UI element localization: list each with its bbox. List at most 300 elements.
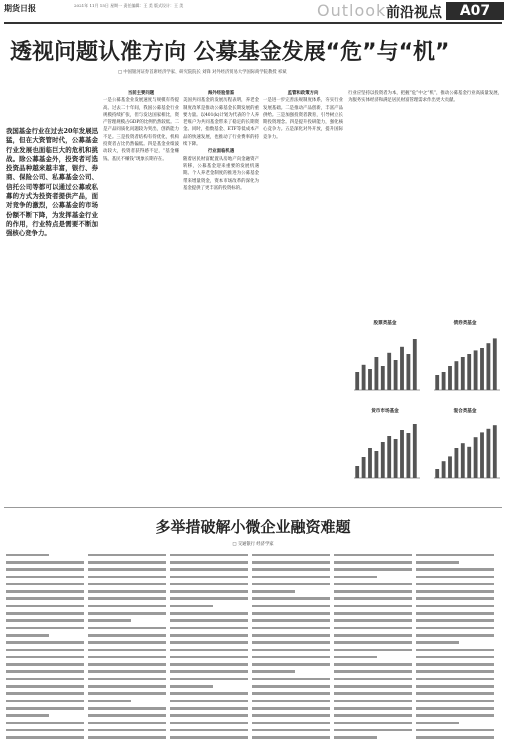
chart-bar: [400, 347, 404, 390]
text-line: [252, 574, 330, 581]
text-line: [170, 691, 248, 698]
text-line: [416, 625, 494, 632]
text-line: [6, 727, 84, 734]
text-line-bar: [416, 554, 494, 557]
text-line: [416, 713, 494, 720]
chart-bar: [387, 436, 391, 478]
text-line-bar: [6, 634, 49, 637]
text-line-bar: [416, 670, 494, 673]
text-line: [416, 567, 494, 574]
text-line: [170, 632, 248, 639]
text-line-bar: [6, 707, 84, 710]
chart-bond-funds: [428, 320, 502, 400]
text-line-bar: [334, 583, 412, 586]
text-line: [170, 574, 248, 581]
article2-column: [252, 552, 330, 742]
text-line: [416, 574, 494, 581]
text-line-bar: [170, 627, 248, 630]
text-line: [6, 618, 84, 625]
text-line: [6, 669, 84, 676]
text-line: [6, 559, 84, 566]
text-line: [6, 654, 84, 661]
text-line: [416, 618, 494, 625]
text-line: [334, 574, 412, 581]
article-byline: □ 中国银河证券首席经济学家、研究院院长 刘锋 对外经济贸易大学国际商学院教授 祁斌: [118, 70, 287, 75]
text-line: [334, 567, 412, 574]
text-line-bar: [6, 678, 84, 681]
chart-title: 货币市场基金: [371, 409, 399, 414]
text-line: [170, 676, 248, 683]
text-line-bar: [334, 568, 412, 571]
text-line-bar: [88, 583, 166, 586]
chart-bar: [381, 366, 385, 390]
article2-byline: □ 交通银行 经济学家: [232, 542, 274, 547]
text-line-bar: [170, 736, 248, 739]
text-line: [6, 705, 84, 712]
text-line-bar: [6, 714, 49, 717]
chart-bar: [413, 424, 417, 478]
page-number: A07: [446, 2, 504, 20]
text-line-bar: [88, 714, 166, 717]
text-line-bar: [416, 736, 494, 739]
chart-bar: [355, 372, 359, 390]
text-line-bar: [252, 685, 330, 688]
section-outlook: Outlook: [317, 1, 387, 20]
text-line-bar: [6, 685, 84, 688]
text-line: [88, 567, 166, 574]
text-line-bar: [6, 590, 84, 593]
chart-bar: [406, 354, 410, 390]
text-line: [6, 713, 84, 720]
text-line-bar: [88, 685, 166, 688]
text-line-bar: [416, 576, 494, 579]
text-line-bar: [170, 714, 248, 717]
text-line-bar: [334, 627, 412, 630]
text-line: [416, 559, 494, 566]
text-line-bar: [6, 576, 84, 579]
chart-bar: [448, 456, 452, 478]
text-line: [170, 713, 248, 720]
text-line-bar: [170, 576, 248, 579]
chart-bar: [374, 451, 378, 478]
text-line: [252, 610, 330, 617]
text-line: [88, 734, 166, 741]
text-line: [6, 581, 84, 588]
text-line-bar: [170, 568, 248, 571]
text-line: [252, 588, 330, 595]
text-line-bar: [6, 736, 84, 739]
text-line-bar: [252, 656, 330, 659]
text-line-bar: [88, 641, 166, 644]
text-line-bar: [416, 685, 494, 688]
text-line: [252, 552, 330, 559]
text-line-bar: [6, 700, 84, 703]
issue-meta: 2021年 11月 15日 星期一 责任编辑：王 美 版式设计：王 美: [74, 3, 184, 8]
text-line: [334, 618, 412, 625]
text-line: [88, 676, 166, 683]
text-line: [416, 691, 494, 698]
text-line-bar: [170, 656, 248, 659]
column-text: 随着居民财富配置从房地产向金融资产转移，公募基金迎来重要的发展机遇期。个人养老金制度的推进为公募基金带来增量资金，资本市场改革的深化为基金提供了更丰富的投资标的。: [183, 156, 259, 191]
chart-bar: [493, 425, 497, 478]
text-line-bar: [170, 612, 248, 615]
text-line: [416, 588, 494, 595]
text-line: [334, 640, 412, 647]
text-line: [416, 552, 494, 559]
text-line: [252, 567, 330, 574]
chart-title: 股票类基金: [373, 321, 397, 326]
text-line-bar: [416, 663, 494, 666]
text-line: [170, 698, 248, 705]
text-line: [88, 654, 166, 661]
text-line: [6, 596, 84, 603]
text-line: [252, 596, 330, 603]
text-line-bar: [334, 663, 412, 666]
text-line: [416, 734, 494, 741]
text-line-bar: [170, 597, 248, 600]
chart-bar: [454, 361, 458, 390]
article2-column: [170, 552, 248, 742]
text-line-bar: [252, 678, 330, 681]
text-line-bar: [252, 612, 330, 615]
chart-bar: [406, 433, 410, 478]
chart-money-funds: [348, 408, 422, 488]
text-line-bar: [252, 692, 330, 695]
text-line: [416, 610, 494, 617]
text-line-bar: [252, 670, 295, 673]
text-line-bar: [416, 722, 459, 725]
text-line-bar: [334, 649, 412, 652]
text-line-bar: [334, 692, 412, 695]
article2-body: [6, 552, 496, 747]
chart-bar: [435, 375, 439, 390]
text-line-bar: [170, 649, 248, 652]
text-line: [334, 596, 412, 603]
chart-plot: [428, 414, 502, 486]
chart-bar: [368, 369, 372, 390]
chart-bar: [362, 365, 366, 390]
text-line: [252, 683, 330, 690]
text-line: [170, 610, 248, 617]
text-line: [334, 691, 412, 698]
text-line: [170, 618, 248, 625]
article2-headline: 多举措破解小微企业融资难题: [155, 518, 351, 536]
text-line: [88, 647, 166, 654]
text-line: [6, 647, 84, 654]
column-subhead: 当前主要问题: [127, 91, 155, 96]
text-line: [170, 625, 248, 632]
text-line: [252, 625, 330, 632]
text-line-bar: [88, 619, 131, 622]
text-line-bar: [416, 605, 494, 608]
text-line-bar: [334, 612, 412, 615]
text-line-bar: [6, 583, 84, 586]
text-line-bar: [334, 641, 412, 644]
text-line: [334, 552, 412, 559]
text-line: [252, 727, 330, 734]
text-line-bar: [334, 700, 412, 703]
text-line: [416, 705, 494, 712]
text-line: [252, 632, 330, 639]
text-line: [334, 734, 412, 741]
chart-bar: [413, 339, 417, 390]
text-line: [334, 559, 412, 566]
article-lead: 我国基金行业在过去20年发展迅猛，但在大资管时代，公募基金行业发展也面临巨大的危机和挑战。除公募基金外，投资者可选投资品种越来越丰富，银行、券商、保险公司、私募基金公司、信托公司等都可以通过公募或私募的方式为投资者提供产品，面对竞争的激烈，公募基金的市场份额不断下降，为发挥基金行业的作用，行业特点是需要不断加强核心竞争力。: [6, 127, 98, 238]
text-line-bar: [170, 663, 248, 666]
text-line: [6, 632, 84, 639]
text-line: [6, 640, 84, 647]
text-line: [6, 683, 84, 690]
text-line-bar: [170, 634, 248, 637]
text-line-bar: [252, 605, 330, 608]
text-line-bar: [88, 707, 166, 710]
text-line-bar: [88, 627, 166, 630]
text-line: [170, 588, 248, 595]
text-line-bar: [88, 634, 166, 637]
text-line: [334, 610, 412, 617]
text-line-bar: [252, 707, 330, 710]
text-line-bar: [334, 656, 377, 659]
text-line: [416, 654, 494, 661]
text-line-bar: [416, 590, 494, 593]
text-line: [334, 654, 412, 661]
text-line-bar: [6, 568, 84, 571]
text-line-bar: [252, 554, 330, 557]
text-line: [88, 640, 166, 647]
text-line-bar: [416, 568, 494, 571]
text-line: [88, 596, 166, 603]
chart-bar: [467, 447, 471, 478]
text-line: [334, 720, 412, 727]
text-line-bar: [6, 656, 84, 659]
text-line-bar: [334, 685, 412, 688]
text-line-bar: [88, 736, 166, 739]
text-line: [170, 596, 248, 603]
text-line: [252, 640, 330, 647]
article-column-5: [348, 90, 502, 314]
text-line-bar: [416, 627, 494, 630]
text-line: [6, 552, 84, 559]
text-line-bar: [170, 554, 248, 557]
chart-bar: [461, 357, 465, 390]
text-line: [170, 727, 248, 734]
article-column-3: [183, 90, 259, 500]
chart-stock-funds: [348, 320, 422, 400]
text-line-bar: [170, 722, 248, 725]
text-line: [170, 603, 248, 610]
text-line: [252, 581, 330, 588]
text-line: [252, 698, 330, 705]
text-line: [334, 581, 412, 588]
text-line-bar: [334, 722, 412, 725]
text-line-bar: [88, 554, 166, 557]
text-line: [6, 625, 84, 632]
text-line-bar: [334, 605, 412, 608]
text-line-bar: [252, 722, 330, 725]
text-line: [6, 610, 84, 617]
text-line: [252, 734, 330, 741]
text-line-bar: [416, 612, 494, 615]
text-line: [170, 559, 248, 566]
text-line-bar: [88, 729, 166, 732]
chart-bar: [355, 466, 359, 478]
text-line-bar: [6, 619, 84, 622]
text-line: [334, 705, 412, 712]
text-line-bar: [252, 561, 330, 564]
text-line: [88, 581, 166, 588]
article2-column: [88, 552, 166, 742]
chart-plot: [428, 326, 502, 398]
text-line-bar: [334, 678, 412, 681]
text-line: [6, 691, 84, 698]
text-line-bar: [416, 729, 494, 732]
column-text: 一是进一步完善法规制度体系，夯实行业发展基础。二是推动产品创新，丰富产品供给。三是加强投资者教育，引导树立长期投资理念。四是提升投研能力，强化核心竞争力。五是深化对外开放，提升国际竞争力。: [263, 98, 343, 140]
text-line: [88, 727, 166, 734]
text-line: [170, 640, 248, 647]
chart-bar: [394, 360, 398, 390]
text-line: [170, 669, 248, 676]
chart-bar: [480, 432, 484, 478]
text-line: [88, 698, 166, 705]
chart-bar: [442, 461, 446, 478]
text-line-bar: [6, 627, 84, 630]
text-line: [252, 676, 330, 683]
text-line: [416, 581, 494, 588]
text-line-bar: [334, 736, 377, 739]
text-line-bar: [334, 590, 412, 593]
text-line-bar: [416, 634, 494, 637]
text-line: [88, 552, 166, 559]
text-line-bar: [6, 597, 84, 600]
text-line: [334, 669, 412, 676]
text-line-bar: [88, 612, 166, 615]
text-line-bar: [6, 561, 84, 564]
page-header: [0, 0, 506, 22]
text-line-bar: [6, 692, 84, 695]
text-line-bar: [334, 707, 412, 710]
text-line-bar: [416, 707, 494, 710]
text-line: [334, 603, 412, 610]
text-line-bar: [252, 649, 330, 652]
text-line: [6, 574, 84, 581]
text-line: [416, 596, 494, 603]
text-line: [334, 727, 412, 734]
text-line-bar: [88, 605, 166, 608]
column-subhead: 海外经验借鉴: [207, 91, 235, 96]
text-line: [334, 683, 412, 690]
text-line: [88, 705, 166, 712]
text-line-bar: [334, 729, 412, 732]
text-line: [88, 588, 166, 595]
text-line-bar: [416, 641, 459, 644]
text-line: [6, 734, 84, 741]
chart-bar: [368, 448, 372, 478]
text-line: [334, 698, 412, 705]
text-line: [334, 632, 412, 639]
text-line-bar: [416, 700, 494, 703]
text-line-bar: [252, 576, 330, 579]
text-line-bar: [170, 678, 248, 681]
text-line-bar: [88, 568, 166, 571]
text-line: [252, 720, 330, 727]
text-line-bar: [334, 597, 412, 600]
chart-bar: [381, 442, 385, 478]
chart-bar: [461, 443, 465, 478]
text-line-bar: [170, 692, 248, 695]
text-line-bar: [88, 670, 166, 673]
text-line: [170, 552, 248, 559]
text-line-bar: [252, 663, 330, 666]
text-line: [252, 713, 330, 720]
text-line-bar: [334, 714, 412, 717]
text-line-bar: [170, 670, 248, 673]
text-line: [6, 603, 84, 610]
text-line-bar: [416, 692, 494, 695]
text-line: [416, 647, 494, 654]
chart-mixed-funds: [428, 408, 502, 488]
text-line: [252, 669, 330, 676]
text-line: [252, 618, 330, 625]
text-line-bar: [252, 619, 330, 622]
text-line-bar: [252, 700, 330, 703]
text-line-bar: [416, 649, 494, 652]
text-line-bar: [416, 678, 494, 681]
text-line-bar: [6, 605, 84, 608]
text-line-bar: [6, 663, 84, 666]
text-line-bar: [334, 634, 412, 637]
chart-bar: [387, 353, 391, 390]
text-line-bar: [88, 692, 166, 695]
text-line: [88, 669, 166, 676]
chart-plot: [348, 326, 422, 398]
text-line: [252, 691, 330, 698]
text-line-bar: [416, 561, 459, 564]
chart-bar: [480, 348, 484, 390]
chart-bar: [442, 372, 446, 390]
chart-bar: [394, 439, 398, 478]
text-line: [170, 581, 248, 588]
text-line-bar: [6, 641, 84, 644]
fund-charts: [348, 320, 504, 490]
text-line-bar: [252, 714, 330, 717]
text-line-bar: [252, 568, 330, 571]
text-line: [88, 618, 166, 625]
article-column-2: [103, 90, 179, 500]
chart-bar: [435, 469, 439, 478]
text-line: [88, 603, 166, 610]
text-line: [170, 720, 248, 727]
chart-bar: [454, 448, 458, 478]
text-line: [88, 661, 166, 668]
text-line: [88, 625, 166, 632]
text-line: [252, 647, 330, 654]
text-line-bar: [416, 597, 494, 600]
text-line: [6, 698, 84, 705]
text-line: [88, 713, 166, 720]
text-line-bar: [88, 576, 166, 579]
text-line: [416, 683, 494, 690]
chart-plot: [348, 414, 422, 486]
text-line: [170, 734, 248, 741]
text-line: [6, 567, 84, 574]
text-line: [88, 574, 166, 581]
text-line-bar: [170, 561, 248, 564]
column-text: 美国共同基金的发展历程表明，养老金制度改革是推动公募基金长期发展的重要力量。以401(k)计划为代表的个人养老账户为共同基金带来了稳定的长期资金。同时，指数基金、ETF等低成本产品的快速发展，也推动了行业费率的持续下降。: [183, 98, 259, 148]
chart-bar: [486, 429, 490, 478]
text-line: [88, 683, 166, 690]
text-line: [170, 647, 248, 654]
text-line: [170, 661, 248, 668]
